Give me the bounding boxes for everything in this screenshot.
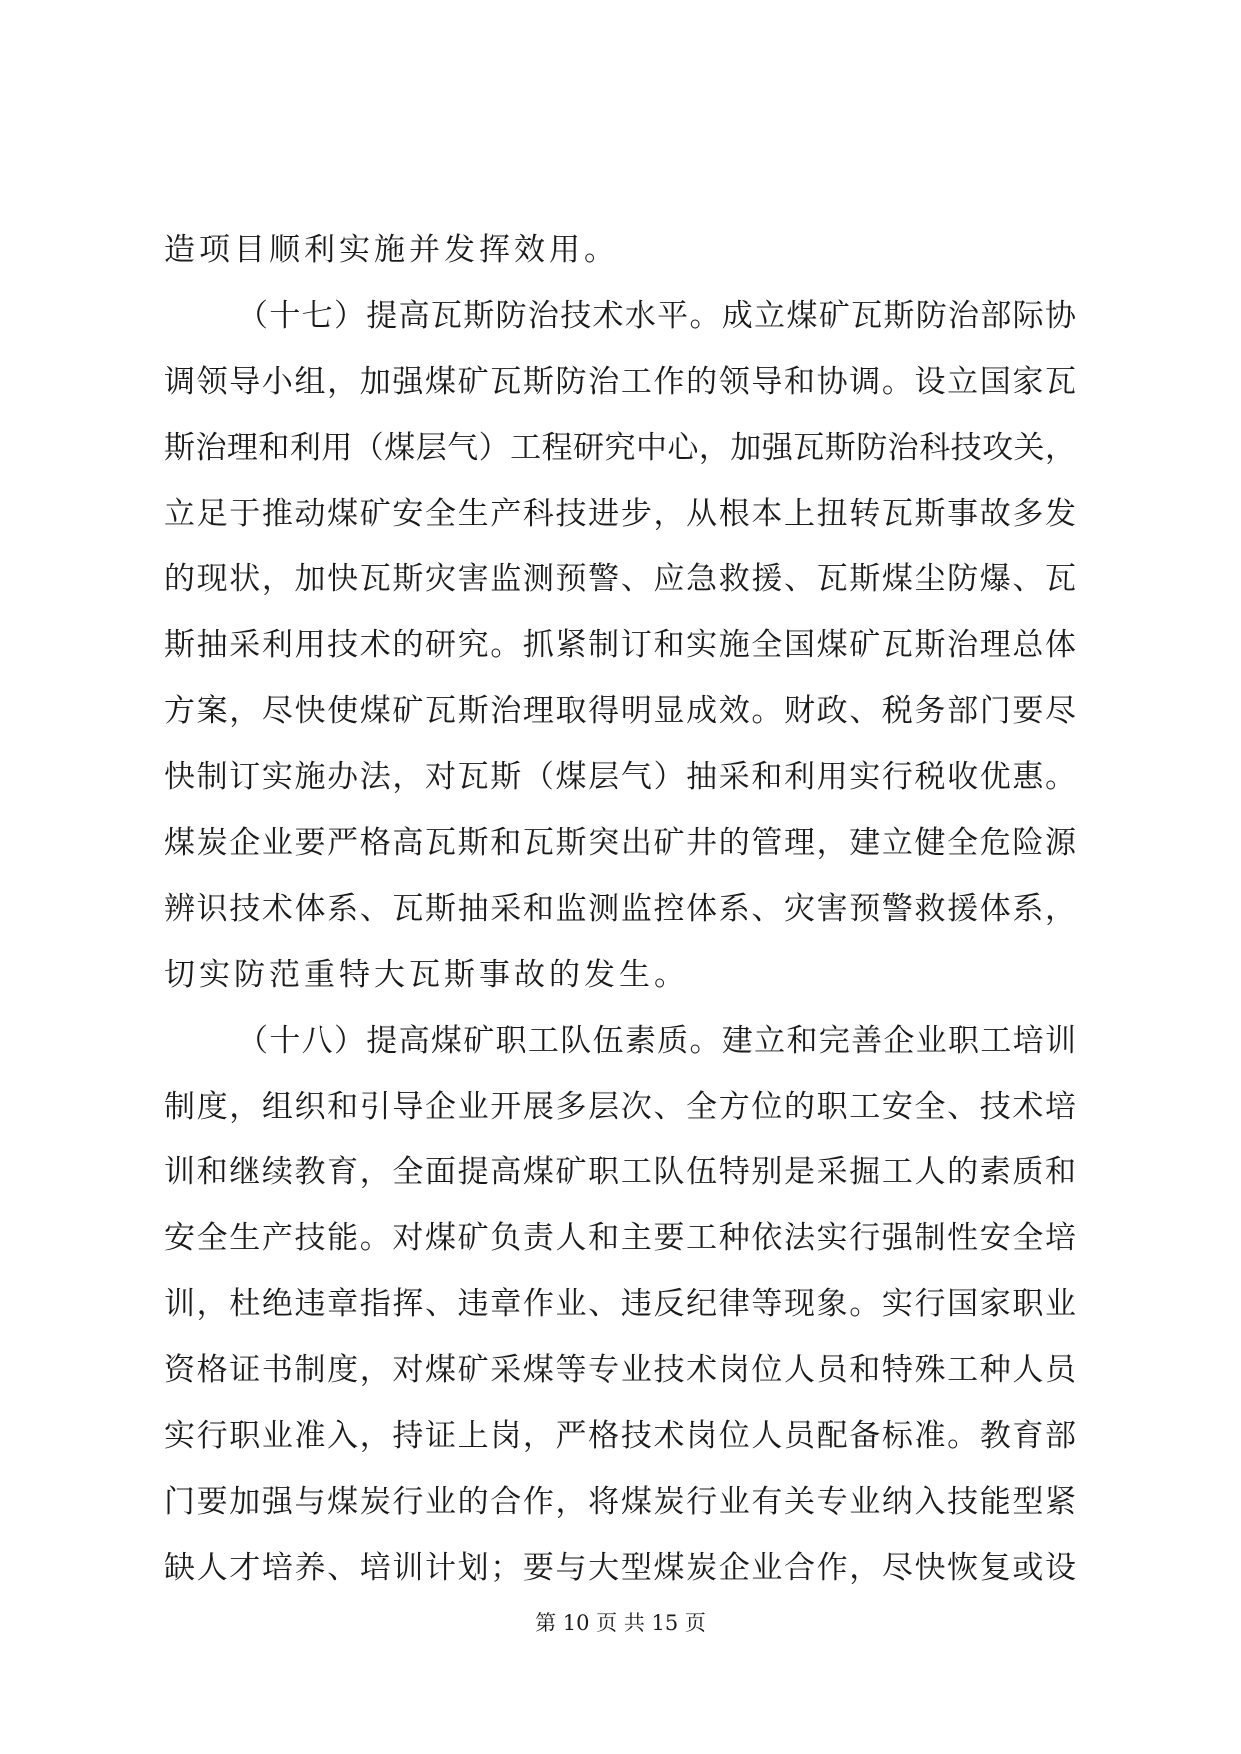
text-line: 斯治理和利用（煤层气）工程研究中心，加强瓦斯防治科技攻关， bbox=[164, 429, 1076, 466]
text-line: 训和继续教育，全面提高煤矿职工队伍特别是采掘工人的素质和 bbox=[164, 1154, 1076, 1191]
text-line: 辨识技术体系、瓦斯抽采和监测监控体系、灾害预警救援体系， bbox=[164, 890, 1076, 927]
text-line: 煤炭企业要严格高瓦斯和瓦斯突出矿井的管理，建立健全危险源 bbox=[164, 825, 1076, 862]
text-line: 方案，尽快使煤矿瓦斯治理取得明显成效。财政、税务部门要尽 bbox=[164, 693, 1076, 730]
text-line: 切实防范重特大瓦斯事故的发生。 bbox=[164, 956, 689, 993]
text-line: 门要加强与煤炭行业的合作，将煤炭行业有关专业纳入技能型紧 bbox=[164, 1483, 1076, 1520]
text-line: 训，杜绝违章指挥、违章作业、违反纪律等现象。实行国家职业 bbox=[164, 1286, 1076, 1323]
text-line: 资格证书制度，对煤矿采煤等专业技术岗位人员和特殊工种人员 bbox=[164, 1352, 1076, 1389]
text-line: （十八）提高煤矿职工队伍素质。建立和完善企业职工培训 bbox=[237, 1022, 1076, 1059]
text-line: 造项目顺利实施并发挥效用。 bbox=[164, 232, 619, 268]
text-line: 安全生产技能。对煤矿负责人和主要工种依法实行强制性安全培 bbox=[164, 1220, 1076, 1257]
text-line: （十七）提高瓦斯防治技术水平。成立煤矿瓦斯防治部际协 bbox=[237, 297, 1076, 334]
text-line: 缺人才培养、培训计划；要与大型煤炭企业合作，尽快恢复或设 bbox=[164, 1549, 1076, 1586]
text-line: 制度，组织和引导企业开展多层次、全方位的职工安全、技术培 bbox=[164, 1088, 1076, 1125]
text-line: 立足于推动煤矿安全生产科技进步，从根本上扭转瓦斯事故多发 bbox=[164, 495, 1076, 532]
text-line: 斯抽采利用技术的研究。抓紧制订和实施全国煤矿瓦斯治理总体 bbox=[164, 627, 1076, 664]
text-line: 实行职业准入，持证上岗，严格技术岗位人员配备标准。教育部 bbox=[164, 1418, 1076, 1455]
document-body bbox=[164, 218, 1076, 1602]
text-line: 调领导小组，加强煤矿瓦斯防治工作的领导和协调。设立国家瓦 bbox=[164, 363, 1076, 400]
text-line: 的现状，加快瓦斯灾害监测预警、应急救援、瓦斯煤尘防爆、瓦 bbox=[164, 561, 1076, 598]
text-line: 快制订实施办法，对瓦斯（煤层气）抽采和利用实行税收优惠。 bbox=[164, 759, 1076, 796]
page-footer: 第 10 页 共 15 页 bbox=[535, 1611, 706, 1635]
